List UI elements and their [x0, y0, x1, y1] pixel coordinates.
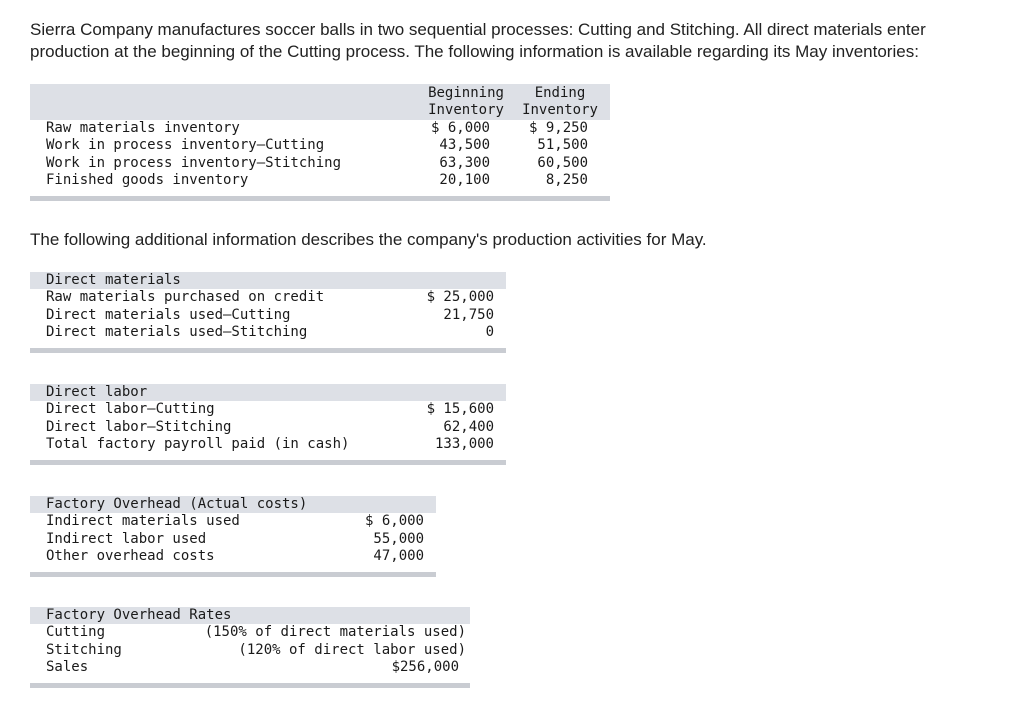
inventory-table	[30, 84, 610, 204]
inventory-row-label: Raw materials inventory	[46, 120, 240, 136]
direct-labor-row-label: Direct labor—Stitching	[46, 418, 232, 435]
factory-overhead-row-value: 47,000	[373, 548, 424, 565]
overhead-rates-row-value: (150% of direct materials used)	[204, 624, 466, 641]
inventory-row-ending: 51,500	[537, 137, 588, 154]
direct-materials-bottom-bar	[30, 348, 506, 353]
overhead-rates-row-value: (120% of direct labor used)	[238, 641, 466, 658]
factory-overhead-row-label: Indirect labor used	[46, 530, 207, 547]
direct-materials-row-label: Direct materials used—Stitching	[46, 324, 308, 341]
inventory-row-label: Work in process inventory—Cutting	[46, 137, 325, 154]
overhead-rates-header: Factory Overhead Rates	[46, 607, 232, 623]
inventory-row-beginning: 63,300	[439, 154, 490, 171]
overhead-rates-row-label: Sales	[46, 659, 89, 676]
direct-materials-row-label: Direct materials used—Cutting	[46, 306, 291, 323]
direct-materials-header: Direct materials	[46, 272, 181, 288]
direct-materials-row-value: 0	[485, 324, 494, 341]
col-beginning-header-2: Inventory	[428, 102, 504, 118]
inventory-row-ending: 60,500	[537, 154, 588, 171]
direct-labor-bottom-bar	[30, 460, 506, 465]
direct-labor-header: Direct labor	[46, 384, 148, 400]
direct-labor-row-value: 133,000	[434, 436, 494, 453]
direct-labor-row-label: Direct labor—Cutting	[46, 401, 215, 418]
col-beginning-header-1: Beginning	[428, 85, 504, 101]
overhead-rates-row-label: Stitching	[46, 641, 122, 658]
direct-labor-row-label: Total factory payroll paid (in cash)	[46, 436, 350, 453]
factory-overhead-row-label: Indirect materials used	[46, 513, 240, 530]
overhead-rates-row-label: Cutting	[46, 624, 106, 641]
factory-overhead-table	[30, 496, 436, 580]
direct-materials-row-value: $ 25,000	[426, 289, 494, 306]
factory-overhead-row-value: 55,000	[373, 530, 424, 547]
direct-labor-row-value: $ 15,600	[426, 401, 494, 418]
col-ending-header-2: Inventory	[522, 102, 598, 118]
inventory-row-beginning: 20,100	[439, 172, 490, 189]
inventory-row-ending: $ 9,250	[528, 120, 588, 136]
direct-materials-table	[30, 272, 506, 356]
inventory-row-ending: 8,250	[545, 172, 588, 189]
direct-materials-row-label: Raw materials purchased on credit	[46, 289, 325, 306]
direct-labor-table	[30, 384, 506, 468]
overhead-rates-bottom-bar	[30, 683, 470, 688]
inventory-row-beginning: 43,500	[439, 137, 490, 154]
factory-overhead-header: Factory Overhead (Actual costs)	[46, 496, 308, 512]
inventory-row-label: Work in process inventory—Stitching	[46, 154, 342, 171]
inventory-row-label: Finished goods inventory	[46, 172, 249, 189]
direct-labor-row-value: 62,400	[443, 418, 494, 435]
middle-text: The following additional information describes the company's production activities for May.	[30, 230, 707, 249]
factory-overhead-row-label: Other overhead costs	[46, 548, 215, 565]
factory-overhead-row-value: $ 6,000	[364, 513, 424, 530]
inventory-bottom-bar	[30, 196, 610, 201]
overhead-rates-row-value: $256,000	[391, 659, 459, 676]
overhead-rates-table	[30, 607, 470, 691]
intro-line-1: Sierra Company manufactures soccer balls in two sequential processes: Cutting and Stitching. All direct materials enter	[30, 20, 926, 39]
factory-overhead-bottom-bar	[30, 572, 436, 577]
intro-line-2: production at the beginning of the Cutting process. The following information is available regarding its May inventories:	[30, 42, 919, 61]
direct-materials-row-value: 21,750	[443, 306, 494, 323]
inventory-row-beginning: $ 6,000	[430, 120, 490, 136]
col-ending-header-1: Ending	[534, 85, 586, 101]
